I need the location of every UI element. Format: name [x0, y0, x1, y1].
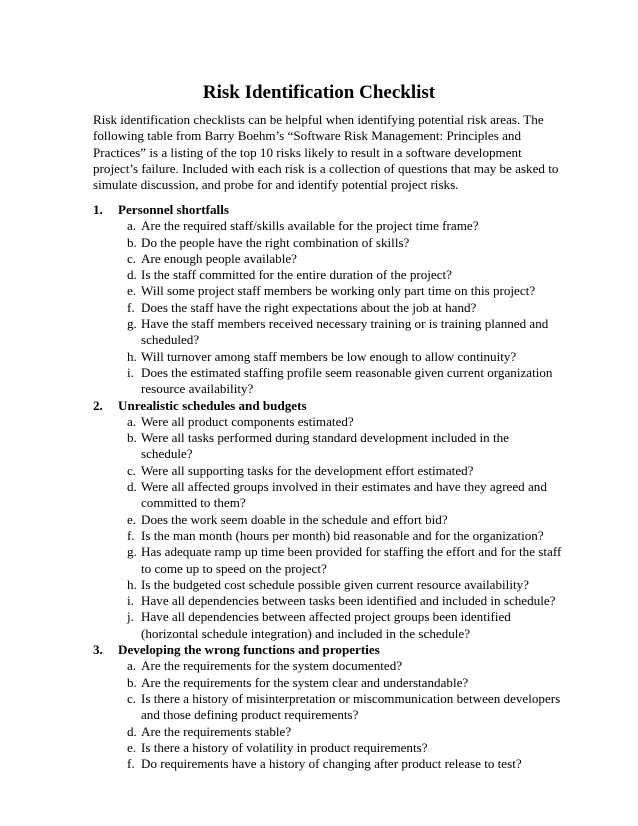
- item-letter: f.: [127, 299, 135, 315]
- question-item: [93, 267, 563, 283]
- item-text: Are the required staff/skills available for the project time frame?: [141, 218, 479, 234]
- item-letter: e.: [127, 511, 137, 527]
- item-letter: d.: [127, 267, 137, 283]
- section-heading: [93, 642, 563, 658]
- question-item: [93, 300, 563, 316]
- item-letter: i.: [127, 593, 134, 609]
- question-item: [93, 609, 563, 642]
- item-text: Have the staff members received necessary training or is training planned and scheduled?: [141, 316, 549, 348]
- question-item: [93, 544, 563, 577]
- item-text: Are the requirements for the system clear and understandable?: [141, 674, 469, 690]
- question-item: [93, 593, 563, 609]
- question-item: [93, 316, 563, 349]
- item-text: Are the requirements for the system documented?: [141, 658, 403, 674]
- checklist-section: [93, 398, 563, 642]
- item-letter: a.: [127, 658, 137, 674]
- item-letter: d.: [127, 723, 137, 739]
- section-title: Unrealistic schedules and budgets: [118, 397, 307, 413]
- question-list: [93, 414, 563, 642]
- question-item: [93, 512, 563, 528]
- item-letter: j.: [127, 609, 134, 625]
- question-item: [93, 658, 563, 674]
- question-item: [93, 218, 563, 234]
- item-text: Do requirements have a history of changing after product release to test?: [141, 756, 522, 772]
- question-item: [93, 479, 563, 512]
- item-text: Is the staff committed for the entire duration of the project?: [141, 267, 452, 283]
- item-letter: c.: [127, 250, 137, 266]
- item-text: Have all dependencies between tasks been identified and included in schedule?: [141, 593, 556, 609]
- item-letter: a.: [127, 413, 137, 429]
- item-text: Is the man month (hours per month) bid reasonable and for the organization?: [141, 527, 544, 543]
- item-letter: h.: [127, 576, 137, 592]
- question-item: [93, 756, 563, 772]
- item-text: Do the people have the right combination of skills?: [141, 234, 410, 250]
- section-heading: [93, 202, 563, 218]
- intro-paragraph: Risk identification checklists can be helpful when identifying potential risk areas. The following table from Barry Boehm’s “Software Risk Management: Principles and Practices” is a listing of the top 10 risks likely to result in a software development project’s failure. Included with each risk is a collection of questions that may be asked to simulate discussion, and probe for and identify potential project risks.: [93, 112, 559, 193]
- page-title: Risk Identification Checklist: [202, 82, 436, 103]
- item-text: Are the requirements stable?: [141, 723, 292, 739]
- item-text: Does the work seem doable in the schedule and effort bid?: [141, 511, 448, 527]
- item-letter: b.: [127, 430, 137, 446]
- item-text: Does the estimated staffing profile seem reasonable given current organization resource availability?: [141, 364, 553, 397]
- checklist-section: [93, 202, 563, 398]
- question-item: [93, 414, 563, 430]
- question-item: [93, 463, 563, 479]
- item-letter: a.: [127, 218, 137, 234]
- question-item: [93, 724, 563, 740]
- item-text: Were all product components estimated?: [141, 413, 354, 429]
- item-text: Have all dependencies between affected project groups been identified (horizontal schedule integration) and included in the schedule?: [141, 609, 511, 641]
- section-title: Developing the wrong functions and properties: [118, 642, 380, 658]
- item-text: Will some project staff members be working only part time on this project?: [141, 283, 536, 299]
- item-letter: h.: [127, 348, 137, 364]
- question-item: [93, 691, 563, 724]
- question-item: [93, 251, 563, 267]
- item-letter: e.: [127, 283, 137, 299]
- section-title: Personnel shortfalls: [118, 202, 229, 217]
- item-text: Are enough people available?: [141, 250, 297, 266]
- question-item: [93, 577, 563, 593]
- question-item: [93, 283, 563, 299]
- item-letter: i.: [127, 364, 134, 380]
- section-heading: [93, 398, 563, 414]
- question-list: [93, 218, 563, 397]
- item-letter: g.: [127, 316, 137, 332]
- question-list: [93, 658, 563, 772]
- question-item: [93, 675, 563, 691]
- item-letter: b.: [127, 674, 137, 690]
- item-letter: g.: [127, 544, 137, 560]
- question-item: [93, 528, 563, 544]
- item-letter: c.: [127, 462, 137, 478]
- question-item: [93, 235, 563, 251]
- question-item: [93, 365, 563, 398]
- question-item: [93, 740, 563, 756]
- checklist-section: [93, 642, 563, 772]
- item-letter: f.: [127, 756, 135, 772]
- item-text: Will turnover among staff members be low enough to allow continuity?: [141, 348, 517, 364]
- item-letter: f.: [127, 527, 135, 543]
- item-text: Were all supporting tasks for the development effort estimated?: [141, 462, 474, 478]
- question-item: [93, 430, 563, 463]
- item-text: Is there a history of misinterpretation or miscommunication between developers and those defining product requirements?: [141, 690, 561, 723]
- item-text: Does the staff have the right expectations about the job at hand?: [141, 299, 477, 315]
- section-number: 3.: [93, 642, 103, 658]
- item-letter: b.: [127, 234, 137, 250]
- item-text: Were all tasks performed during standard development included in the schedule?: [141, 430, 509, 462]
- item-letter: e.: [127, 739, 137, 755]
- section-number: 1.: [93, 202, 103, 217]
- item-text: Is there a history of volatility in product requirements?: [141, 739, 428, 755]
- checklist: [93, 202, 563, 772]
- item-letter: c.: [127, 690, 137, 706]
- section-number: 2.: [93, 397, 103, 413]
- item-text: Has adequate ramp up time been provided for staffing the effort and for the staff to come up to speed on the project?: [141, 544, 562, 576]
- item-letter: d.: [127, 479, 137, 495]
- question-item: [93, 349, 563, 365]
- item-text: Is the budgeted cost schedule possible given current resource availability?: [141, 576, 529, 592]
- item-text: Were all affected groups involved in their estimates and have they agreed and committed to them?: [141, 479, 547, 511]
